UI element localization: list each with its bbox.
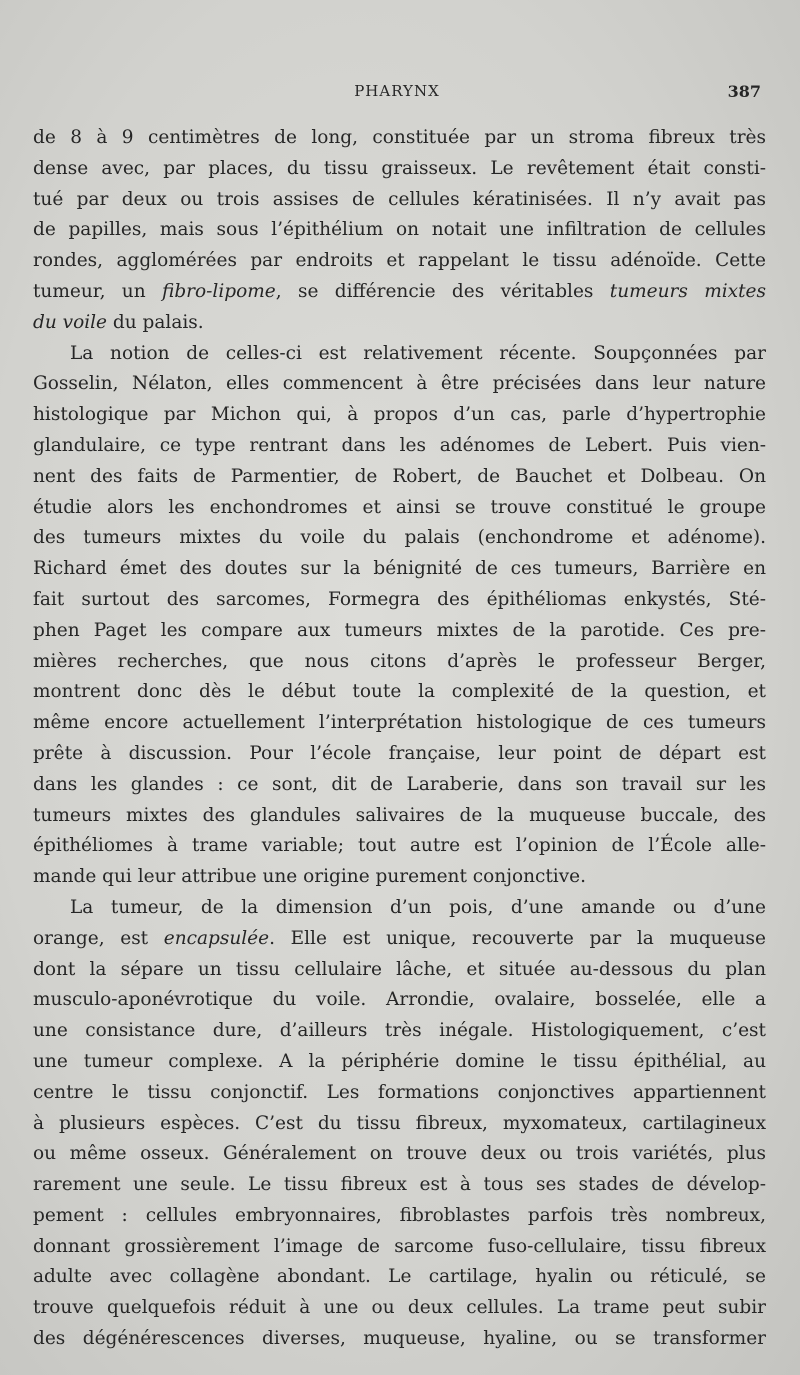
text-segment: La tumeur, de la dimension d’un pois, d’une amande ou d’une [70,896,766,918]
running-head: PHARYNX [354,82,440,100]
text-segment: de 8 à 9 centimètres de long, constituée par un stroma fibreux très [33,127,766,148]
text-line [33,1170,766,1201]
text-segment: glandulaire, ce type rentrant dans les adénomes de Lebert. Puis vien- [33,434,766,456]
text-segment: fait surtout des sarcomes, Formegra des épithéliomas enkystés, Sté- [33,588,766,610]
text-line [33,616,766,647]
text-segment: centre le tissu conjonctif. Les formations conjonctives appartiennent [33,1081,766,1103]
text-line [33,955,766,986]
text-line [33,1016,766,1047]
text-segment: pement : cellules embryonnaires, fibroblastes parfois très nombreux, [33,1204,766,1226]
text-segment: étudie alors les enchondromes et ainsi se trouve constitué le groupe [33,496,766,518]
text-line [33,246,766,277]
text-segment: tumeurs mixtes des glandules salivaires de la muqueuse buccale, des [33,804,766,826]
text-segment: donnant grossièrement l’image de sarcome fuso-cellulaire, tissu fibreux [33,1235,766,1257]
text-line [33,339,766,370]
text-line [33,1262,766,1293]
italic-text: du voile [33,311,108,333]
text-segment: des dégénérescences diverses, muqueuse, hyaline, ou se transformer [33,1328,766,1350]
text-line [33,1047,766,1078]
text-segment: Richard émet des doutes sur la bénignité de ces tumeurs, Barrière en [33,558,766,580]
text-segment: dont la sépare un tissu cellulaire lâche, et située au-dessous du plan [33,958,766,980]
text-line [33,1293,766,1324]
text-line [33,708,766,739]
text-segment: Gosselin, Nélaton, elles commencent à être précisées dans leur nature [33,373,766,395]
text-segment: montrent donc dès le début toute la complexité de la question, et [33,681,766,703]
text-line [33,185,766,216]
text-line [33,462,766,493]
text-line [33,1139,766,1170]
text-segment: nent des faits de Parmentier, de Robert, de Bauchet et Dolbeau. On [33,465,766,487]
text-line [33,493,766,524]
text-segment: histologique par Michon qui, à propos d’un cas, parle d’hypertrophie [33,404,766,426]
text-segment: de papilles, mais sous l’épithélium on notait une infiltration de cellules [33,219,766,241]
text-line [33,1201,766,1232]
text-segment: La notion de celles-ci est relativement récente. Soupçonnées par [70,342,766,364]
text-segment: ou même osseux. Généralement on trouve deux ou trois variétés, plus [33,1143,766,1165]
text-segment: musculo-aponévrotique du voile. Arrondie, ovalaire, bosselée, elle a [33,989,766,1011]
text-line [33,770,766,801]
italic-text: encapsulée [163,927,270,949]
text-segment: , se différencie des véritables [275,280,610,302]
text-segment: mande qui leur attribue une origine purement conjonctive. [33,866,586,888]
text-line [33,924,766,955]
text-segment: une consistance dure, d’ailleurs très inégale. Histologiquement, c’est [33,1020,766,1042]
text-segment: des tumeurs mixtes du voile du palais (enchondrome et adénome). [33,527,766,549]
text-line [33,1324,766,1355]
text-segment: trouve quelquefois réduit à une ou deux cellules. La trame peut subir [33,1297,766,1319]
text-segment: tué par deux ou trois assises de cellules kératinisées. Il n’y avait pas [33,188,766,210]
text-line [33,277,766,308]
text-segment: à plusieurs espèces. C’est du tissu fibreux, myxomateux, cartilagineux [33,1112,766,1134]
text-line [33,831,766,862]
text-segment: adulte avec collagène abondant. Le cartilage, hyalin ou réticulé, se [33,1266,766,1288]
text-segment: orange, est [33,927,164,949]
text-line [33,585,766,616]
text-line [33,893,766,924]
text-segment: rarement une seule. Le tissu fibreux est à tous ses stades de dévelop- [33,1174,766,1196]
text-line [33,523,766,554]
text-line [33,154,766,185]
text-segment: même encore actuellement l’interprétation histologique de ces tumeurs [33,712,766,734]
text-line [33,1109,766,1140]
text-segment: mières recherches, que nous citons d’après le professeur Berger, [33,650,766,672]
text-line [33,400,766,431]
text-line [33,1078,766,1109]
text-segment: . Elle est unique, recouverte par la muqueuse [269,927,766,949]
text-line [33,215,766,246]
text-line [33,554,766,585]
text-segment: rondes, agglomérées par endroits et rappelant le tissu adénoïde. Cette [33,250,766,272]
body-text [33,123,766,1355]
text-segment: une tumeur complexe. A la périphérie domine le tissu épithélial, au [33,1050,766,1072]
italic-text: tumeurs mixtes [609,280,766,302]
text-line [33,739,766,770]
text-segment: phen Paget les compare aux tumeurs mixtes de la parotide. Ces pre- [33,619,766,641]
text-line [33,308,766,339]
text-line [33,647,766,678]
text-segment: prête à discussion. Pour l’école française, leur point de départ est [33,742,766,764]
text-line [33,1232,766,1263]
text-line [33,985,766,1016]
italic-text: fibro-lipome [162,280,276,302]
text-line [33,677,766,708]
text-line [33,123,766,154]
page-header [33,82,761,106]
text-line [33,862,766,893]
page-number: 387 [727,82,761,101]
text-segment: tumeur, un [33,280,162,302]
text-segment: du palais. [107,311,204,333]
text-line [33,369,766,400]
text-segment: dense avec, par places, du tissu graisseux. Le revêtement était consti- [33,157,766,179]
text-line [33,431,766,462]
text-segment: dans les glandes : ce sont, dit de Laraberie, dans son travail sur les [33,773,766,795]
text-segment: épithéliomes à trame variable; tout autre est l’opinion de l’École alle- [33,835,766,857]
text-line [33,801,766,832]
